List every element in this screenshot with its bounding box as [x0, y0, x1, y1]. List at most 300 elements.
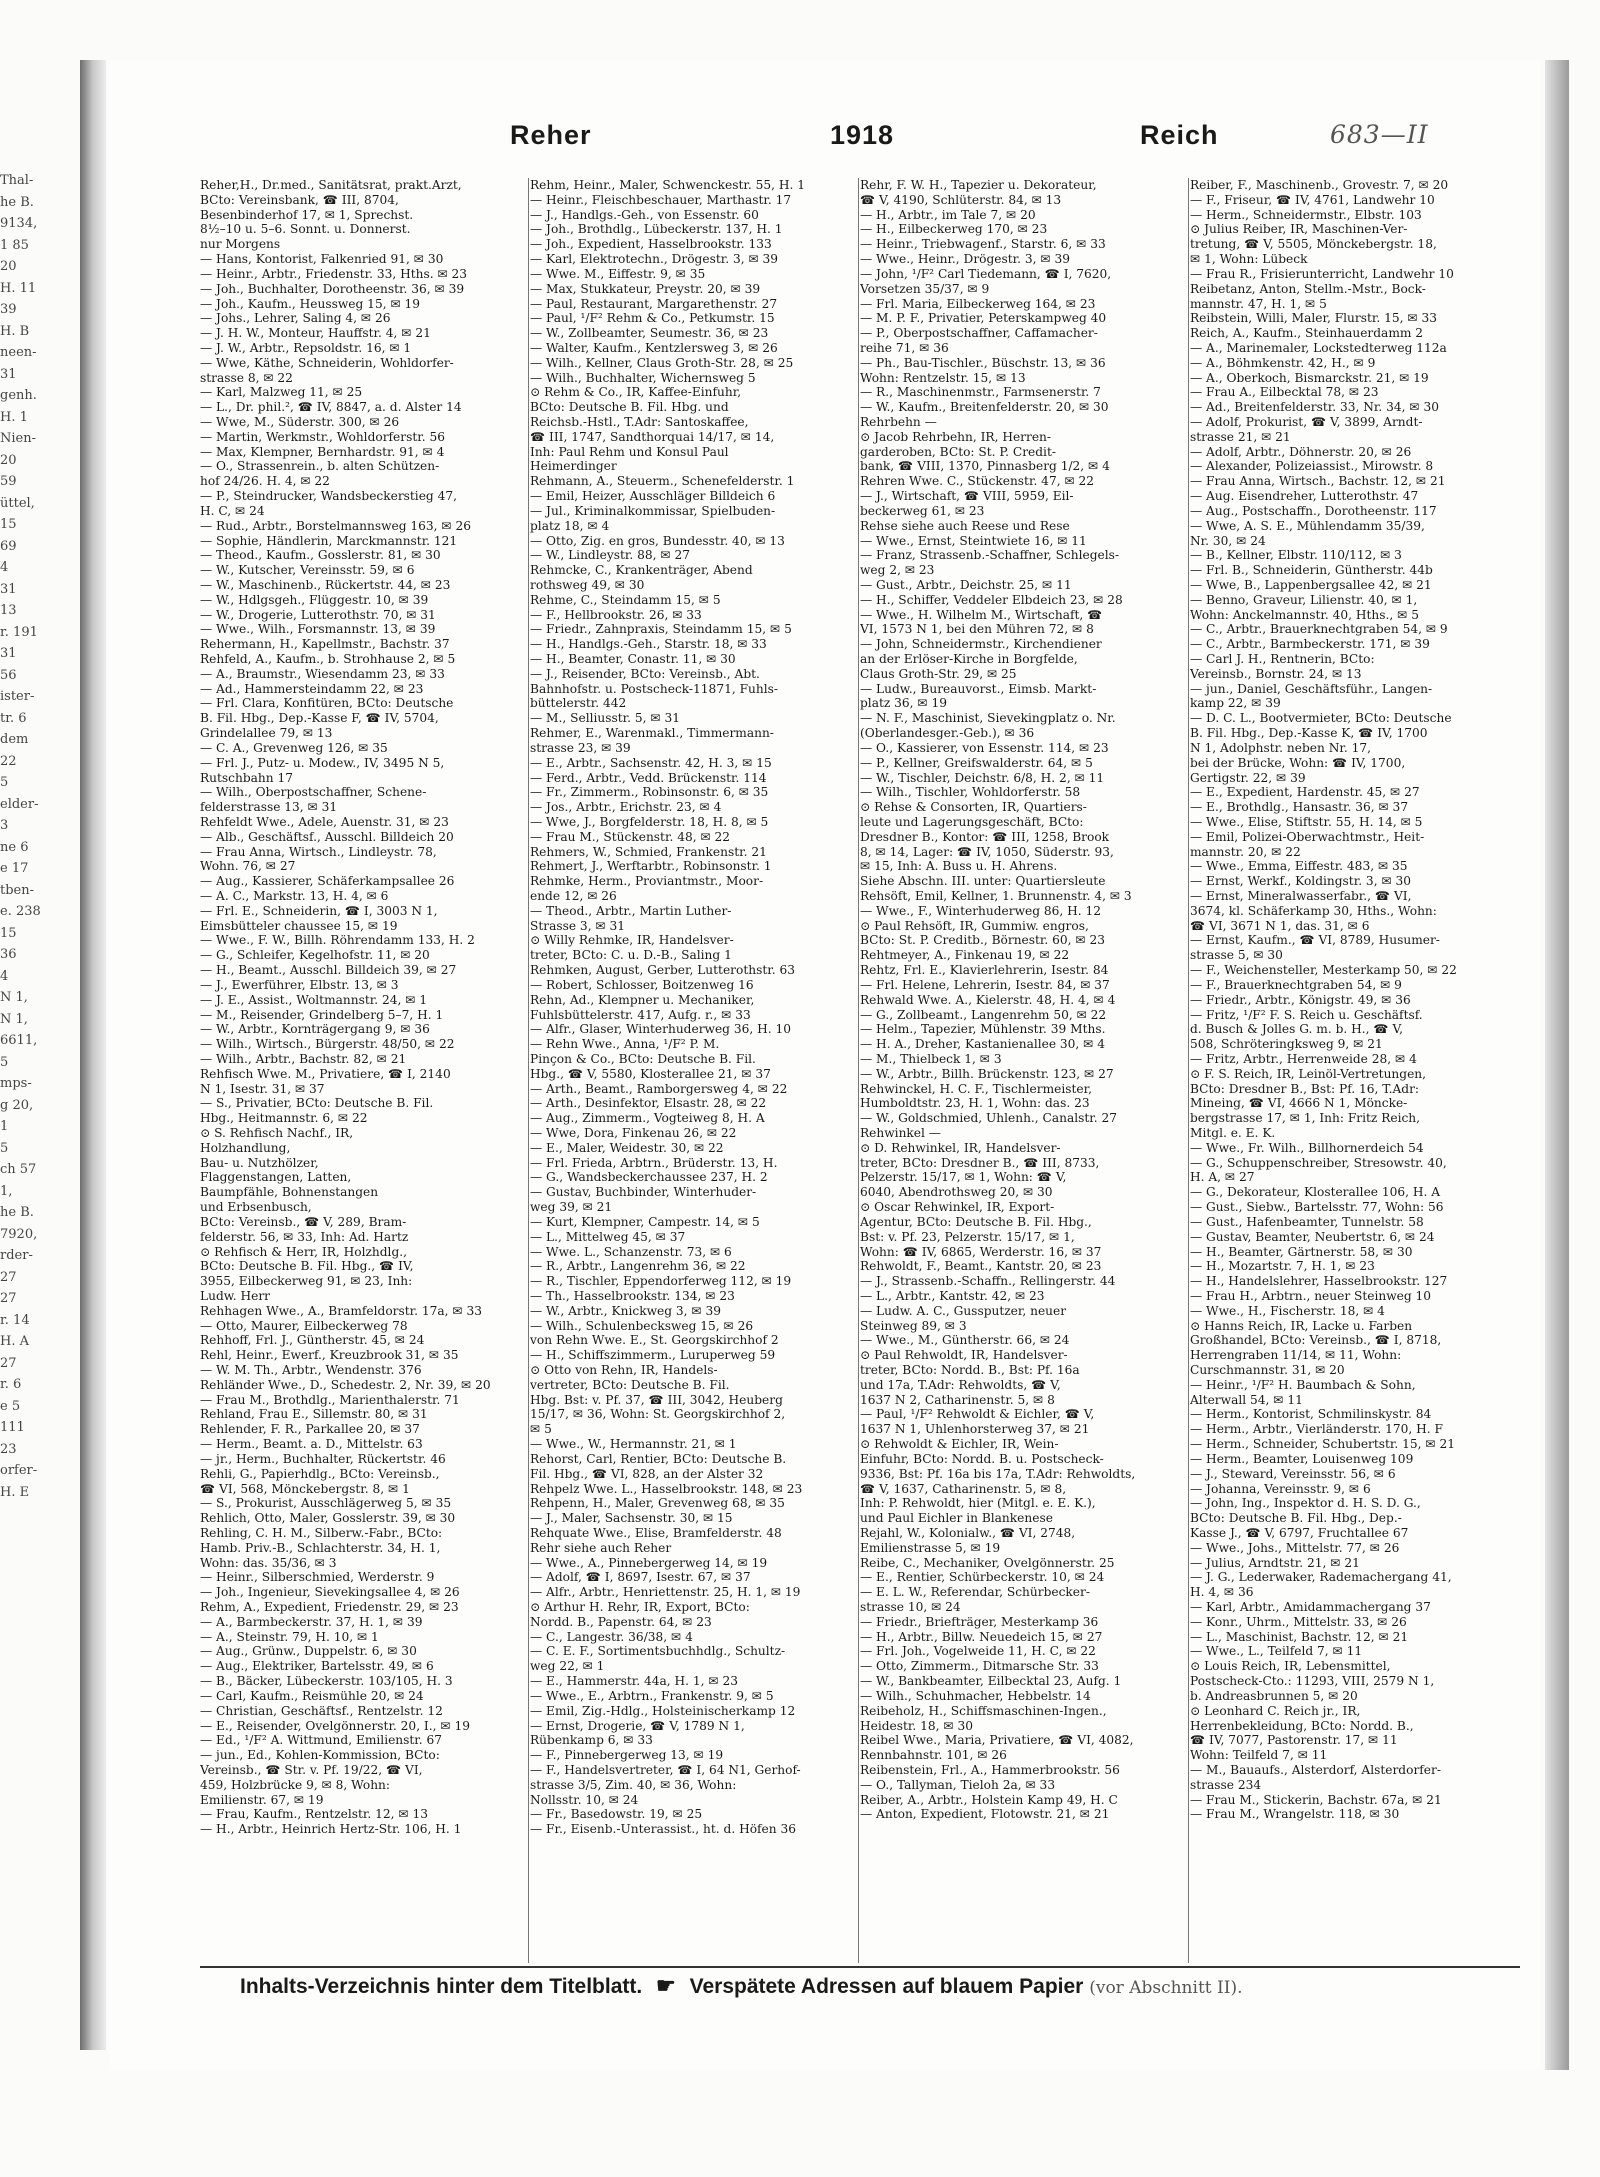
directory-entry: ☎ VI, 3671 N 1, das. 31, ✉ 6: [1190, 918, 1370, 933]
directory-entry: Reibenstein, Frl., A., Hammerbrookstr. 56: [860, 1762, 1120, 1777]
directory-entry: treter, BCto: Dresdner B., ☎ III, 8733,: [860, 1155, 1100, 1170]
directory-entry: — Ad., Hammersteindamm 22, ✉ 23: [200, 681, 424, 696]
left-page-fragment: ne 6: [0, 839, 29, 855]
left-page-fragment: 13: [0, 603, 17, 618]
directory-entry: mannstr. 20, ✉ 22: [1190, 844, 1301, 859]
directory-entry: Reich, A., Kaufm., Steinhauerdamm 2: [1190, 326, 1424, 341]
directory-entry: BCto: Vereinsb., ☎ V, 289, Bram-: [200, 1214, 407, 1229]
left-page-fragment: 7920,: [0, 1226, 38, 1242]
directory-entry: Großhandel, BCto: Vereinsb., ☎ I, 8718,: [1190, 1333, 1442, 1348]
directory-entry: Alterwall 54, ✉ 11: [1190, 1392, 1303, 1407]
directory-entry: Rehmer, E., Warenmakl., Timmermann-: [530, 726, 774, 741]
directory-entry: Rutschbahn 17: [200, 770, 294, 785]
directory-entry: — Wwe., F., Winterhuderweg 86, H. 12: [860, 903, 1102, 918]
directory-entry: — W., Kutscher, Vereinsstr. 59, ✉ 6: [200, 563, 415, 578]
directory-entry: — Alexander, Polizeiassist., Mirowstr. 8: [1190, 459, 1434, 474]
directory-entry: — Anton, Expedient, Flotowstr. 21, ✉ 21: [860, 1807, 1110, 1822]
directory-entry: leute und Lagerungsgeschäft, BCto:: [860, 814, 1084, 829]
book-gutter: [80, 60, 106, 2050]
directory-entry: — jun., Daniel, Geschäftsführ., Langen-: [1190, 681, 1433, 696]
directory-entry: ☎ III, 1747, Sandthorquai 14/17, ✉ 14,: [530, 429, 775, 444]
directory-entry: — Frau A., Eilbecktal 78, ✉ 23: [1190, 385, 1379, 400]
late-addresses-note: (vor Abschnitt II).: [1089, 1978, 1243, 1998]
left-page-fragment: 39: [0, 302, 17, 317]
directory-entry: — F., Handelsvertreter, ☎ I, 64 N1, Gerhof-: [530, 1762, 801, 1777]
directory-entry: — W., Drogerie, Lutterothstr. 70, ✉ 31: [200, 607, 436, 622]
directory-entry: Rehwinkel —: [860, 1126, 941, 1140]
directory-entry: — Martin, Werkmstr., Wohldorferstr. 56: [200, 429, 445, 444]
directory-entry: Bau- u. Nutzhölzer,: [200, 1155, 319, 1170]
directory-entry: — H., Mozartstr. 7, H. 1, ✉ 23: [1190, 1259, 1375, 1274]
directory-entry: Rehhagen Wwe., A., Bramfeldorstr. 17a, ✉ 33: [200, 1303, 483, 1318]
left-page-fragment: r. 6: [0, 1377, 22, 1392]
directory-entry: — Fritz, Arbtr., Herrenweide 28, ✉ 4: [1190, 1051, 1417, 1066]
directory-entry: — Wwe., H. Wilhelm M., Wirtschaft, ☎: [860, 607, 1103, 622]
directory-entry: — J., Ewerführer, Elbstr. 13, ✉ 3: [200, 977, 399, 992]
directory-entry: ☎ IV, 7077, Pastorenstr. 17, ✉ 11: [1190, 1733, 1398, 1748]
directory-entry: Inh: Paul Rehm und Konsul Paul: [530, 444, 729, 459]
left-page-fragment: rder-: [0, 1248, 33, 1263]
left-page-fragment: 27: [0, 1355, 17, 1371]
directory-entry: Rehhoff, Frl. J., Güntherstr. 45, ✉ 24: [200, 1333, 425, 1348]
directory-entry: von Rehn Wwe. E., St. Georgskirchhof 2: [530, 1333, 779, 1348]
directory-entry: — Ferd., Arbtr., Vedd. Brückenstr. 114: [530, 770, 767, 785]
directory-entry: — Fr., Zimmerm., Robinsonstr. 6, ✉ 35: [530, 785, 769, 800]
directory-entry: — Frl. J., Putz- u. Modew., IV, 3495 N 5,: [200, 755, 445, 770]
directory-entry: — H., Beamter, Gärtnerstr. 58, ✉ 30: [1190, 1244, 1413, 1259]
directory-entry: — W. M. Th., Arbtr., Wendenstr. 376: [200, 1363, 422, 1377]
directory-entry: Inh: P. Rehwoldt, hier (Mitgl. e. E. K.),: [860, 1496, 1096, 1511]
directory-entry: Rehfisch Wwe. M., Privatiere, ☎ I, 2140: [200, 1066, 451, 1081]
directory-entry: kamp 22, ✉ 39: [1190, 696, 1281, 711]
directory-entry: — J., Steward, Vereinsstr. 56, ✉ 6: [1190, 1466, 1396, 1481]
directory-entry: — Joh., Ingenieur, Sievekingsallee 4, ✉ 26: [200, 1585, 460, 1600]
left-page-fragment: 1 85: [0, 237, 29, 253]
directory-entry: — A., Barmbeckerstr. 37, H. 1, ✉ 39: [200, 1614, 423, 1629]
directory-entry: — M. P. F., Privatier, Peterskampweg 40: [860, 311, 1107, 326]
directory-entry: — W., Zollbeamter, Seumestr. 36, ✉ 23: [530, 326, 769, 341]
directory-entry: — J. W., Arbtr., Repsoldstr. 16, ✉ 1: [200, 340, 412, 355]
left-page-fragment: tben-: [0, 882, 35, 898]
directory-entry: 459, Holzbrücke 9, ✉ 8, Wohn:: [200, 1777, 391, 1792]
directory-entry: — Jul., Kriminalkommissar, Spielbuden-: [530, 503, 776, 518]
directory-entry: — M., Bauaufs., Alsterdorf, Alsterdorfer-: [1190, 1762, 1441, 1777]
directory-entry: BCto: Vereinsbank, ☎ III, 8704,: [200, 192, 399, 207]
left-page-fragment: 5: [0, 1140, 9, 1156]
directory-entry: — Ludw. A. C., Gussputzer, neuer: [860, 1303, 1067, 1318]
footer-notice: [240, 1973, 1520, 2003]
directory-entry: — Adolf, Arbtr., Döhnerstr. 20, ✉ 26: [1190, 444, 1412, 459]
directory-entry: — W., Goldschmied, Uhlenh., Canalstr. 27: [860, 1111, 1118, 1126]
directory-entry: Kasse J., ☎ V, 6797, Fruchtallee 67: [1190, 1525, 1409, 1540]
directory-entry: — Rud., Arbtr., Borstelmannsweg 163, ✉ 26: [200, 518, 472, 533]
directory-entry: 6040, Abendrothsweg 20, ✉ 30: [860, 1185, 1053, 1200]
directory-entry: ⊙ Otto von Rehn, IR, Handels-: [530, 1363, 718, 1377]
directory-entry: Grindelallee 79, ✉ 13: [200, 726, 333, 741]
directory-entry: — Frau Anna, Wirtsch., Bachstr. 12, ✉ 21: [1190, 474, 1446, 489]
running-head: [190, 120, 1500, 160]
left-page-fragment: 23: [0, 1441, 17, 1457]
directory-entry: Rehtz, Frl. E., Klavierlehrerin, Isestr. 84: [860, 963, 1109, 978]
directory-entry: — O., Kassierer, von Essenstr. 114, ✉ 23: [860, 740, 1109, 755]
left-page-fragment: 56: [0, 667, 17, 683]
directory-entry: Mineing, ☎ VI, 4666 N 1, Möncke-: [1190, 1096, 1408, 1111]
directory-entry: Ludw. Herr: [200, 1288, 270, 1303]
directory-entry: Rehtmeyer, A., Finkenau 19, ✉ 22: [860, 948, 1070, 963]
directory-entry: Rehmann, A., Steuerm., Schenefelderstr. 1: [530, 474, 795, 489]
directory-entry: reihe 71, ✉ 36: [860, 340, 949, 355]
directory-entry: Vereinsb., Bornstr. 24, ✉ 13: [1190, 666, 1362, 681]
directory-entry: Hbg., Heitmannstr. 6, ✉ 22: [200, 1111, 368, 1126]
left-page-fragment: elder-: [0, 796, 39, 812]
directory-entry: Wohn: Rentzelstr. 15, ✉ 13: [860, 370, 1026, 385]
directory-entry: 3674, kl. Schäferkamp 30, Hths., Wohn:: [1190, 903, 1437, 918]
directory-entry: — Wwe., L., Teilfeld 7, ✉ 11: [1190, 1644, 1363, 1659]
directory-entry: — E., Maler, Weidestr. 30, ✉ 22: [530, 1140, 724, 1155]
directory-entry: — J. E., Assist., Woltmannstr. 24, ✉ 1: [200, 992, 428, 1007]
directory-entry: Rehfeld, A., Kaufm., b. Strohhause 2, ✉ 5: [200, 652, 456, 666]
directory-entry: N 1, Adolphstr. neben Nr. 17,: [1190, 740, 1371, 755]
directory-entry: — W., Kaufm., Breitenfelderstr. 20, ✉ 30: [860, 400, 1109, 415]
directory-entry: — Wwe. M., Eiffestr. 9, ✉ 35: [530, 266, 706, 281]
directory-entry: N 1, Isestr. 31, ✉ 37: [200, 1081, 325, 1096]
directory-entry: — J., Strassenb.-Schaffn., Rellingerstr. 44: [860, 1274, 1116, 1289]
directory-entry: Rehren Wwe. C., Stückenstr. 47, ✉ 22: [860, 474, 1095, 489]
directory-entry: — Gustav, Beamter, Neubertstr. 6, ✉ 24: [1190, 1229, 1435, 1244]
directory-entry: — Frau, Kaufm., Rentzelstr. 12, ✉ 13: [200, 1807, 429, 1822]
directory-entry: — Frau H., Arbtrn., neuer Steinweg 10: [1190, 1288, 1432, 1303]
directory-entry: — Johanna, Vereinsstr. 9, ✉ 6: [1190, 1481, 1371, 1496]
directory-entry: 1637 N 2, Catharinenstr. 5, ✉ 8: [860, 1392, 1055, 1407]
directory-entry: — Frl. Joh., Vogelweide 11, H. C, ✉ 22: [860, 1644, 1096, 1659]
directory-entry: und Paul Eichler in Blankenese: [860, 1511, 1053, 1526]
directory-entry: — Heinr., Arbtr., Friedenstr. 33, Hths. ✉ 23: [200, 266, 468, 281]
directory-entry: Flaggenstangen, Latten,: [200, 1170, 352, 1185]
directory-entry: — Frl. Clara, Konfitüren, BCto: Deutsche: [200, 696, 454, 711]
directory-entry: Rehwinckel, H. C. F., Tischlermeister,: [860, 1081, 1092, 1096]
directory-entry: — Herm., Schneidermstr., Elbstr. 103: [1190, 207, 1422, 222]
directory-entry: — E., Rentier, Schürbeckerstr. 10, ✉ 24: [860, 1570, 1105, 1585]
directory-entry: Wohn: Teilfeld 7, ✉ 11: [1190, 1748, 1328, 1763]
directory-entry: — Wwe, B., Lappenbergsallee 42, ✉ 21: [1190, 577, 1432, 592]
directory-entry: — Max, Klempner, Bernhardstr. 91, ✉ 4: [200, 444, 445, 459]
directory-entry: Reibstein, Willi, Maler, Flurstr. 15, ✉ 33: [1190, 311, 1437, 326]
directory-entry: Emilienstrasse 5, ✉ 19: [860, 1540, 1001, 1555]
directory-entry: — H., Schiffszimmerm., Luruperweg 59: [530, 1348, 776, 1363]
directory-entry: — J. G., Lederwaker, Rademachergang 41,: [1190, 1570, 1452, 1585]
left-page-fragment: e 17: [0, 861, 29, 876]
left-page-fragment: 4: [0, 560, 9, 575]
directory-entry: — P., Oberpostschaffner, Caffamacher-: [860, 326, 1098, 341]
directory-entry: Rehwoldt, F., Beamt., Kantstr. 20, ✉ 23: [860, 1259, 1102, 1274]
directory-entry: — Otto, Zimmerm., Ditmarsche Str. 33: [860, 1659, 1099, 1674]
directory-entry: — D. C. L., Bootvermieter, BCto: Deutsche: [1190, 711, 1452, 726]
directory-entry: — Ernst, Werkf., Koldingstr. 3, ✉ 30: [1190, 874, 1412, 889]
left-page-fragment: H. 11: [0, 280, 37, 296]
directory-entry: ⊙ S. Rehfisch Nachf., IR,: [200, 1126, 354, 1140]
directory-entry: Hamb. Priv.-B., Schlachterstr. 34, H. 1,: [200, 1540, 441, 1555]
directory-entry: — jr., Herm., Buchhalter, Rückertstr. 46: [200, 1451, 446, 1466]
directory-entry: — Frl. B., Schneiderin, Güntherstr. 44b: [1190, 563, 1433, 578]
directory-entry: Gertigstr. 22, ✉ 39: [1190, 770, 1306, 785]
directory-entry: — Wilh., Buchhalter, Wichernsweg 5: [530, 370, 756, 385]
directory-entry: Herrengraben 11/14, ✉ 11, Wohn:: [1190, 1348, 1402, 1363]
directory-entry: Einfuhr, BCto: Nordd. B. u. Postscheck-: [860, 1451, 1104, 1466]
directory-entry: strasse 10, ✉ 24: [860, 1600, 961, 1614]
late-addresses-notice: Verspätete Adressen auf blauem Papier: [689, 1975, 1084, 1998]
directory-entry: ⊙ Rehse & Consorten, IR, Quartiers-: [860, 800, 1087, 815]
directory-entry: — Frl. Maria, Eilbeckerweg 164, ✉ 23: [860, 296, 1096, 311]
directory-entry: Humboldtstr. 23, H. 1, Wohn: das. 23: [860, 1096, 1090, 1111]
header-last-word: Reich: [1140, 120, 1219, 150]
directory-entry: — Gust., Arbtr., Deichstr. 25, ✉ 11: [860, 577, 1072, 592]
directory-column-2: [530, 178, 868, 1963]
directory-entry: Rehse siehe auch Reese und Rese: [860, 518, 1070, 533]
directory-entry: — Gust., Siebw., Bartelsstr. 77, Wohn: 56: [1190, 1200, 1444, 1215]
directory-columns: [200, 178, 1520, 1963]
directory-entry: mannstr. 47, H. 1, ✉ 5: [1190, 296, 1327, 311]
directory-entry: Nordd. B., Papenstr. 64, ✉ 23: [530, 1614, 712, 1629]
directory-entry: 1637 N 1, Uhlenhorsterweg 37, ✉ 21: [860, 1422, 1090, 1437]
directory-entry: — Wwe., F. W., Billh. Röhrendamm 133, H. 2: [200, 933, 475, 948]
directory-entry: — F., Brauerknechtgraben 54, ✉ 9: [1190, 977, 1402, 992]
directory-entry: — Rehn Wwe., Anna, ¹/F² P. M.: [530, 1037, 720, 1052]
directory-entry: Dresdner B., Kontor: ☎ III, 1258, Brook: [860, 829, 1110, 844]
directory-entry: Heimerdinger: [530, 459, 617, 474]
directory-entry: — Aug., Grünw., Duppelstr. 6, ✉ 30: [200, 1644, 417, 1659]
left-page-fragment: genh.: [0, 388, 37, 403]
directory-entry: — Frl. E., Schneiderin, ☎ I, 3003 N 1,: [200, 903, 438, 918]
directory-entry: ⊙ Paul Rehsöft, IR, Gummiw. engros,: [860, 918, 1089, 933]
directory-entry: — Wwe., E., Arbtrn., Frankenstr. 9, ✉ 5: [530, 1688, 774, 1703]
directory-entry: — Carl, Kaufm., Reismühle 20, ✉ 24: [200, 1688, 424, 1703]
directory-entry: — Heinr., Fleischbeschauer, Marthastr. 17: [530, 192, 792, 207]
directory-entry: Siehe Abschn. III. unter: Quartiersleute: [860, 874, 1106, 889]
directory-entry: — Julius, Arndtstr. 21, ✉ 21: [1190, 1555, 1360, 1570]
directory-entry: — Walter, Kaufm., Kentzlersweg 3, ✉ 26: [530, 340, 778, 355]
directory-entry: — Karl, Arbtr., Amidammachergang 37: [1190, 1600, 1431, 1614]
directory-entry: Herrenbekleidung, BCto: Nordd. B.,: [1190, 1718, 1414, 1733]
directory-entry: platz 36, ✉ 19: [860, 696, 948, 711]
directory-entry: weg 2, ✉ 23: [860, 563, 935, 578]
left-page-fragment: H. E: [0, 1484, 30, 1500]
directory-entry: Fuhlsbüttelerstr. 417, Aufg. r., ✉ 33: [530, 1007, 751, 1022]
directory-entry: — Wwe., H., Fischerstr. 18, ✉ 4: [1190, 1303, 1385, 1318]
directory-entry: — P., Kellner, Greifswalderstr. 64, ✉ 5: [860, 755, 1093, 770]
directory-entry: — Paul, ¹/F² Rehm & Co., Petkumstr. 15: [530, 311, 775, 326]
directory-entry: — Robert, Schlosser, Boitzenweg 16: [530, 977, 754, 992]
left-page-fragment: 3: [0, 818, 9, 833]
directory-entry: Reibe, C., Mechaniker, Ovelgönnerstr. 25: [860, 1555, 1115, 1570]
directory-entry: — Wwe, M., Süderstr. 300, ✉ 26: [200, 415, 400, 429]
directory-entry: Rehermann, H., Kapellmstr., Bachstr. 37: [200, 637, 450, 652]
directory-entry: Rehsöft, Emil, Kellner, 1. Brunnenstr. 4, ✉ 3: [860, 889, 1132, 903]
left-page-fragment: 20: [0, 259, 17, 274]
directory-entry: und 17a, T.Adr: Rehwoldts, ☎ V,: [860, 1377, 1061, 1392]
directory-entry: Baumpfähle, Bohnenstangen: [200, 1185, 379, 1200]
directory-entry: ⊙ Julius Reiber, IR, Maschinen-Ver-: [1190, 222, 1408, 237]
left-page-fragment: 31: [0, 646, 17, 661]
left-page-fragment: 5: [0, 775, 9, 790]
directory-entry: Pelzerstr. 15/17, ✉ 1, Wohn: ☎ V,: [860, 1170, 1067, 1185]
directory-entry: — E. L. W., Referendar, Schürbecker-: [860, 1585, 1090, 1600]
left-page-fragment: Nien-: [0, 431, 36, 446]
directory-entry: bank, ☎ VIII, 1370, Pinnasberg 1/2, ✉ 4: [860, 459, 1110, 474]
left-page-fragment: mps-: [0, 1076, 32, 1091]
directory-entry: — H., Schiffer, Veddeler Elbdeich 23, ✉ 28: [860, 592, 1123, 607]
directory-entry: — Th., Hasselbrookstr. 134, ✉ 23: [530, 1288, 735, 1303]
directory-entry: — F., Weichensteller, Mesterkamp 50, ✉ 22: [1190, 963, 1457, 978]
directory-entry: H. A, ✉ 27: [1190, 1170, 1255, 1185]
directory-entry: — Herm., Beamter, Louisenweg 109: [1190, 1451, 1414, 1466]
column-rule: [858, 178, 859, 1963]
directory-entry: Bahnhofstr. u. Postscheck-11871, Fuhls-: [530, 681, 778, 696]
directory-entry: — Theod., Kaufm., Gosslerstr. 81, ✉ 30: [200, 548, 441, 563]
directory-entry: — Heinr., ¹/F² H. Baumbach & Sohn,: [1190, 1377, 1416, 1392]
directory-entry: — Wwe. L., Schanzenstr. 73, ✉ 6: [530, 1244, 732, 1259]
left-page-fragment: orfer-: [0, 1463, 38, 1478]
directory-entry: Rehn, Ad., Klempner u. Mechaniker,: [530, 992, 755, 1007]
directory-entry: Vereinsb., ☎ Str. v. Pf. 19/22, ☎ VI,: [200, 1762, 423, 1777]
directory-entry: b. Andreasbrunnen 5, ✉ 20: [1190, 1688, 1358, 1703]
left-page-fragment: 9134,: [0, 216, 38, 231]
directory-entry: Rehmcke, C., Krankenträger, Abend: [530, 563, 753, 578]
directory-entry: Rehpelz Wwe. L., Hasselbrookstr. 148, ✉ 23: [530, 1481, 803, 1496]
left-page-fragment: 59: [0, 474, 17, 489]
directory-entry: — Herm., Arbtr., Vierländerstr. 170, H. F: [1190, 1422, 1443, 1437]
directory-entry: Wohn: ☎ IV, 6865, Werderstr. 16, ✉ 37: [860, 1244, 1102, 1259]
directory-entry: Wohn: Anckelmannstr. 40, Hths., ✉ 5: [1190, 607, 1419, 622]
directory-entry: — M., Selliusstr. 5, ✉ 31: [530, 711, 681, 726]
directory-entry: — A., Oberkoch, Bismarckstr. 21, ✉ 19: [1190, 370, 1429, 385]
directory-entry: — H., Eilbeckerweg 170, ✉ 23: [860, 222, 1048, 237]
directory-entry: — Aug. Eisendreher, Lutterothstr. 47: [1190, 489, 1419, 504]
directory-entry: — John, ¹/F² Carl Tiedemann, ☎ I, 7620,: [860, 266, 1112, 281]
footer-rule: [200, 1966, 1520, 1968]
directory-entry: — J., Maler, Sachsenstr. 30, ✉ 15: [530, 1511, 733, 1526]
directory-entry: Hbg., ☎ V, 5580, Klosterallee 21, ✉ 37: [530, 1066, 771, 1081]
left-page-fragment: 69: [0, 538, 17, 554]
directory-entry: — Max, Stukkateur, Preystr. 20, ✉ 39: [530, 281, 761, 296]
directory-entry: tretung, ☎ V, 5505, Mönckebergstr. 18,: [1190, 237, 1437, 252]
directory-entry: strasse 21, ✉ 21: [1190, 429, 1291, 444]
directory-entry: — E., Hammerstr. 44a, H. 1, ✉ 23: [530, 1674, 739, 1689]
directory-entry: — Heinr., Silberschmied, Werderstr. 9: [200, 1570, 435, 1585]
directory-entry: — Ad., Breitenfelderstr. 33, Nr. 34, ✉ 30: [1190, 400, 1439, 415]
directory-entry: Reichsb.-Hstl., T.Adr: Santoskaffee,: [530, 415, 749, 429]
directory-entry: — Wwe., A., Pinnebergerweg 14, ✉ 19: [530, 1555, 768, 1570]
pointing-hand-icon: ☛: [656, 1973, 676, 1998]
directory-entry: — Ph., Bau-Tischler., Büschstr. 13, ✉ 36: [860, 355, 1106, 370]
directory-entry: — Joh., Kaufm., Heussweg 15, ✉ 19: [200, 296, 421, 311]
directory-entry: — Franz, Strassenb.-Schaffner, Schlegels-: [860, 548, 1119, 563]
directory-entry: — Frl. Frieda, Arbtrn., Brüderstr. 13, H.: [530, 1155, 778, 1170]
directory-entry: — L., Mittelweg 45, ✉ 37: [530, 1229, 686, 1244]
directory-entry: Reibeholz, H., Schiffsmaschinen-Ingen.,: [860, 1703, 1107, 1718]
directory-entry: — C., Arbtr., Barmbeckerstr. 171, ✉ 39: [1190, 637, 1430, 652]
directory-entry: Rehmers, W., Schmied, Frankenstr. 21: [530, 844, 767, 859]
directory-entry: 3955, Eilbeckerweg 91, ✉ 23, Inh:: [200, 1274, 413, 1289]
directory-entry: an der Erlöser-Kirche in Borgfelde,: [860, 652, 1078, 666]
directory-entry: Rehwald Wwe. A., Kielerstr. 48, H. 4, ✉ 4: [860, 992, 1116, 1007]
left-page-fragment: 15: [0, 517, 17, 532]
directory-entry: — G., Dekorateur, Klosterallee 106, H. A: [1190, 1185, 1441, 1200]
directory-entry: — Wilh., Kellner, Claus Groth-Str. 28, ✉ 25: [530, 355, 794, 370]
directory-entry: — Fr., Eisenb.-Unterassist., ht. d. Höfen 36: [530, 1822, 796, 1837]
directory-entry: VI, 1573 N 1, bei den Mühren 72, ✉ 8: [860, 622, 1094, 637]
directory-entry: ⊙ Rehm & Co., IR, Kaffee-Einfuhr,: [530, 385, 742, 400]
header-first-word: Reher: [510, 120, 592, 150]
directory-entry: — M., Thielbeck 1, ✉ 3: [860, 1051, 1002, 1066]
directory-entry: — J., Wirtschaft, ☎ VIII, 5959, Eil-: [860, 489, 1074, 504]
directory-entry: Curschmannstr. 31, ✉ 20: [1190, 1363, 1345, 1377]
left-page-fragment: 20: [0, 452, 17, 468]
directory-entry: — M., Reisender, Grindelberg 5–7, H. 1: [200, 1007, 444, 1022]
directory-entry: — Paul, Restaurant, Margarethenstr. 27: [530, 296, 778, 311]
directory-entry: ✉ 1, Wohn: Lübeck: [1190, 252, 1308, 267]
directory-entry: — Jos., Arbtr., Erichstr. 23, ✉ 4: [530, 800, 722, 815]
directory-entry: BCto: Dresdner B., Bst: Pf. 16, T.Adr:: [1190, 1081, 1420, 1096]
directory-entry: Fil. Hbg., ☎ VI, 828, an der Alster 32: [530, 1466, 764, 1481]
directory-entry: — Frl. Helene, Lehrerin, Isestr. 84, ✉ 37: [860, 977, 1110, 992]
directory-entry: — Karl, Elektrotechn., Drögestr. 3, ✉ 39: [530, 252, 779, 267]
left-page-fragment: dem: [0, 732, 29, 747]
directory-entry: — A., Braumstr., Wiesendamm 23, ✉ 33: [200, 666, 445, 681]
directory-entry: — Wwe., Emma, Eiffestr. 483, ✉ 35: [1190, 859, 1408, 874]
directory-entry: ⊙ Rehwoldt & Eichler, IR, Wein-: [860, 1437, 1059, 1452]
directory-entry: Rennbahnstr. 101, ✉ 26: [860, 1748, 1007, 1763]
directory-entry: — Ed., ¹/F² A. Wittmund, Emilienstr. 67: [200, 1733, 443, 1748]
left-page-fragment: 111: [0, 1420, 25, 1435]
directory-entry: nur Morgens: [200, 237, 281, 252]
directory-entry: — Wwe., Johs., Mittelstr. 77, ✉ 26: [1190, 1540, 1400, 1555]
directory-entry: treter, BCto: C. u. D.-B., Saling 1: [530, 948, 732, 963]
directory-entry: 9336, Bst: Pf. 16a bis 17a, T.Adr: Rehwoldts,: [860, 1466, 1136, 1481]
left-page-fragment: 22: [0, 753, 17, 769]
directory-entry: Rehpenn, H., Maler, Grevenweg 68, ✉ 35: [530, 1496, 785, 1511]
directory-entry: — J., Handlgs.-Geh., von Essenstr. 60: [530, 207, 759, 222]
directory-entry: — Frau M., Stickerin, Bachstr. 67a, ✉ 21: [1190, 1792, 1442, 1807]
directory-entry: — Aug., Kassierer, Schäferkampsallee 26: [200, 874, 455, 889]
directory-entry: — W., Bankbeamter, Eilbecktal 23, Aufg. 1: [860, 1674, 1122, 1689]
directory-entry: Rehme, C., Steindamm 15, ✉ 5: [530, 592, 721, 607]
left-page-fragment: N 1,: [0, 990, 28, 1005]
directory-entry: — Wilh., Schuhmacher, Hebbelstr. 14: [860, 1688, 1091, 1703]
directory-entry: ⊙ Hanns Reich, IR, Lacke u. Farben: [1190, 1318, 1413, 1333]
directory-entry: ✉ 15, Inh: A. Buss u. H. Ahrens.: [860, 859, 1058, 874]
directory-entry: BCto: St. P. Creditb., Börnestr. 60, ✉ 23: [860, 933, 1105, 948]
directory-entry: — Frau Anna, Wirtsch., Lindleystr. 78,: [200, 844, 437, 859]
directory-entry: — Wwe, J., Borgfelderstr. 18, H. 8, ✉ 5: [530, 814, 769, 829]
left-page-fragment: g 20,: [0, 1097, 34, 1113]
left-page-fragment: üttel,: [0, 495, 35, 511]
directory-entry: — W., Hdlgsgeh., Flüggestr. 10, ✉ 39: [200, 592, 429, 607]
directory-entry: Rehland, Frau E., Sillemstr. 80, ✉ 31: [200, 1407, 428, 1422]
left-page-fragment: r. 14: [0, 1312, 30, 1328]
directory-column-1: [200, 178, 538, 1963]
left-page-fragment: e 5: [0, 1398, 21, 1414]
directory-entry: Rehfeldt Wwe., Adele, Auenstr. 31, ✉ 23: [200, 814, 449, 829]
directory-entry: garderoben, BCto: St. P. Credit-: [860, 444, 1056, 459]
directory-entry: — Joh., Brothdlg., Lübeckerstr. 137, H. 1: [530, 222, 783, 237]
directory-entry: ⊙ Oscar Rehwinkel, IR, Export-: [860, 1200, 1055, 1215]
directory-entry: — C., Arbtr., Brauerknechtgraben 54, ✉ 9: [1190, 622, 1448, 637]
directory-entry: — Karl, Malzweg 11, ✉ 25: [200, 385, 363, 400]
left-page-edge: [0, 170, 62, 1970]
directory-entry: — R., Arbtr., Langenrehm 36, ✉ 22: [530, 1259, 746, 1274]
directory-entry: — Wilh., Tischler, Wohldorferstr. 58: [860, 785, 1081, 800]
directory-entry: — C. A., Grevenweg 126, ✉ 35: [200, 740, 388, 755]
